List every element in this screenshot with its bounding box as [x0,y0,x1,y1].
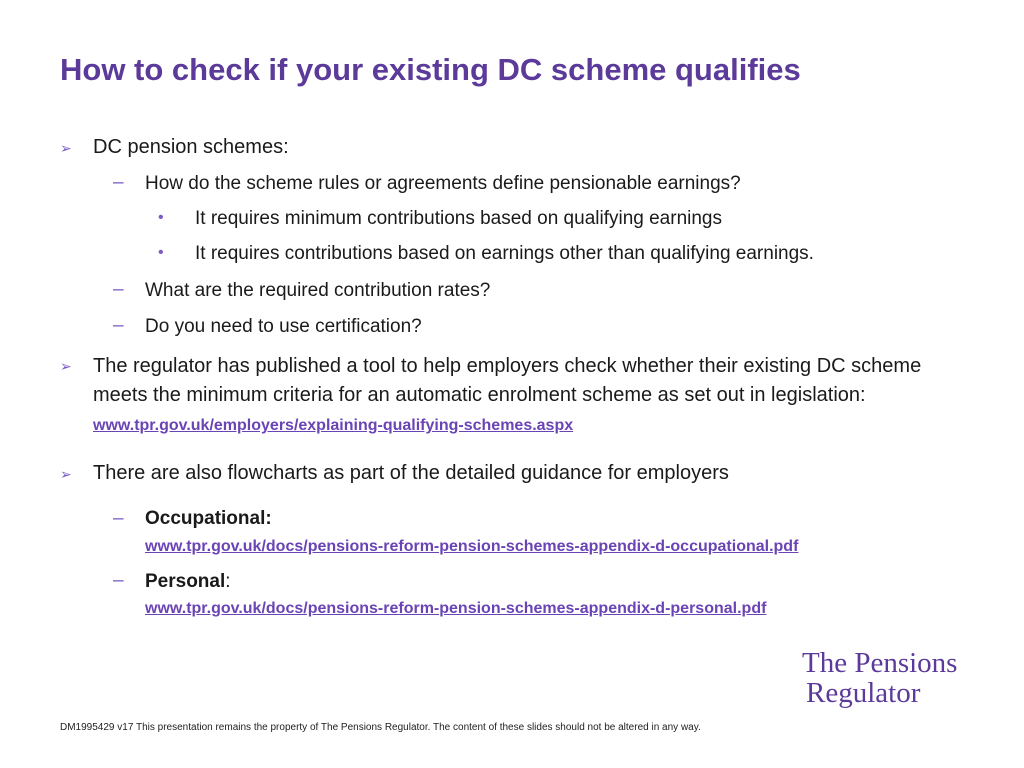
sub-bullet-contribution-rates: What are the required contribution rates? [145,280,491,301]
logo-line-2: Regulator [806,677,921,709]
personal-colon: : [225,571,231,592]
sub-bullet-pensionable-earnings: How do the scheme rules or agreements define pensionable earnings? [145,173,741,194]
bullet-dc-pension-schemes: DC pension schemes: [93,136,289,158]
dot-bullet-icon: • [158,244,164,261]
arrow-bullet-icon: ➢ [60,466,72,482]
footer-disclaimer: DM1995429 v17 This presentation remains the property of The Pensions Regulator. The content of these slides should not be altered in any way. [60,722,701,733]
personal-link[interactable]: www.tpr.gov.uk/docs/pensions-reform-pension-schemes-appendix-d-personal.pdf [145,600,767,617]
dash-bullet-icon: – [113,570,124,591]
dash-bullet-icon: – [113,279,124,300]
dash-bullet-icon: – [113,172,124,193]
regulator-tool-text: The regulator has published a tool to help employers check whether their existing DC scheme meets the minimum criteria for an automatic enrolment scheme as set out in legislation: [93,355,922,406]
bullet-flowcharts: There are also flowcharts as part of the detailed guidance for employers [93,462,729,484]
pensions-regulator-logo [802,648,957,708]
slide-title: How to check if your existing DC scheme qualifies [60,52,801,87]
arrow-bullet-icon: ➢ [60,140,72,156]
personal-label: Personal [145,571,226,592]
occupational-label: Occupational: [145,508,272,529]
bullet-regulator-tool [93,352,973,440]
dash-bullet-icon: – [113,508,124,529]
arrow-bullet-icon: ➢ [60,358,72,374]
dash-bullet-icon: – [113,315,124,336]
qualifying-schemes-link[interactable]: www.tpr.gov.uk/employers/explaining-qualifying-schemes.aspx [93,417,574,434]
personal-label-row [145,571,231,593]
point-minimum-contributions: It requires minimum contributions based on qualifying earnings [195,208,722,229]
dot-bullet-icon: • [158,209,164,226]
occupational-link[interactable]: www.tpr.gov.uk/docs/pensions-reform-pension-schemes-appendix-d-occupational.pdf [145,538,799,555]
sub-bullet-certification: Do you need to use certification? [145,316,422,337]
logo-line-1: The Pensions [802,647,958,679]
point-other-earnings: It requires contributions based on earnings other than qualifying earnings. [195,243,814,264]
